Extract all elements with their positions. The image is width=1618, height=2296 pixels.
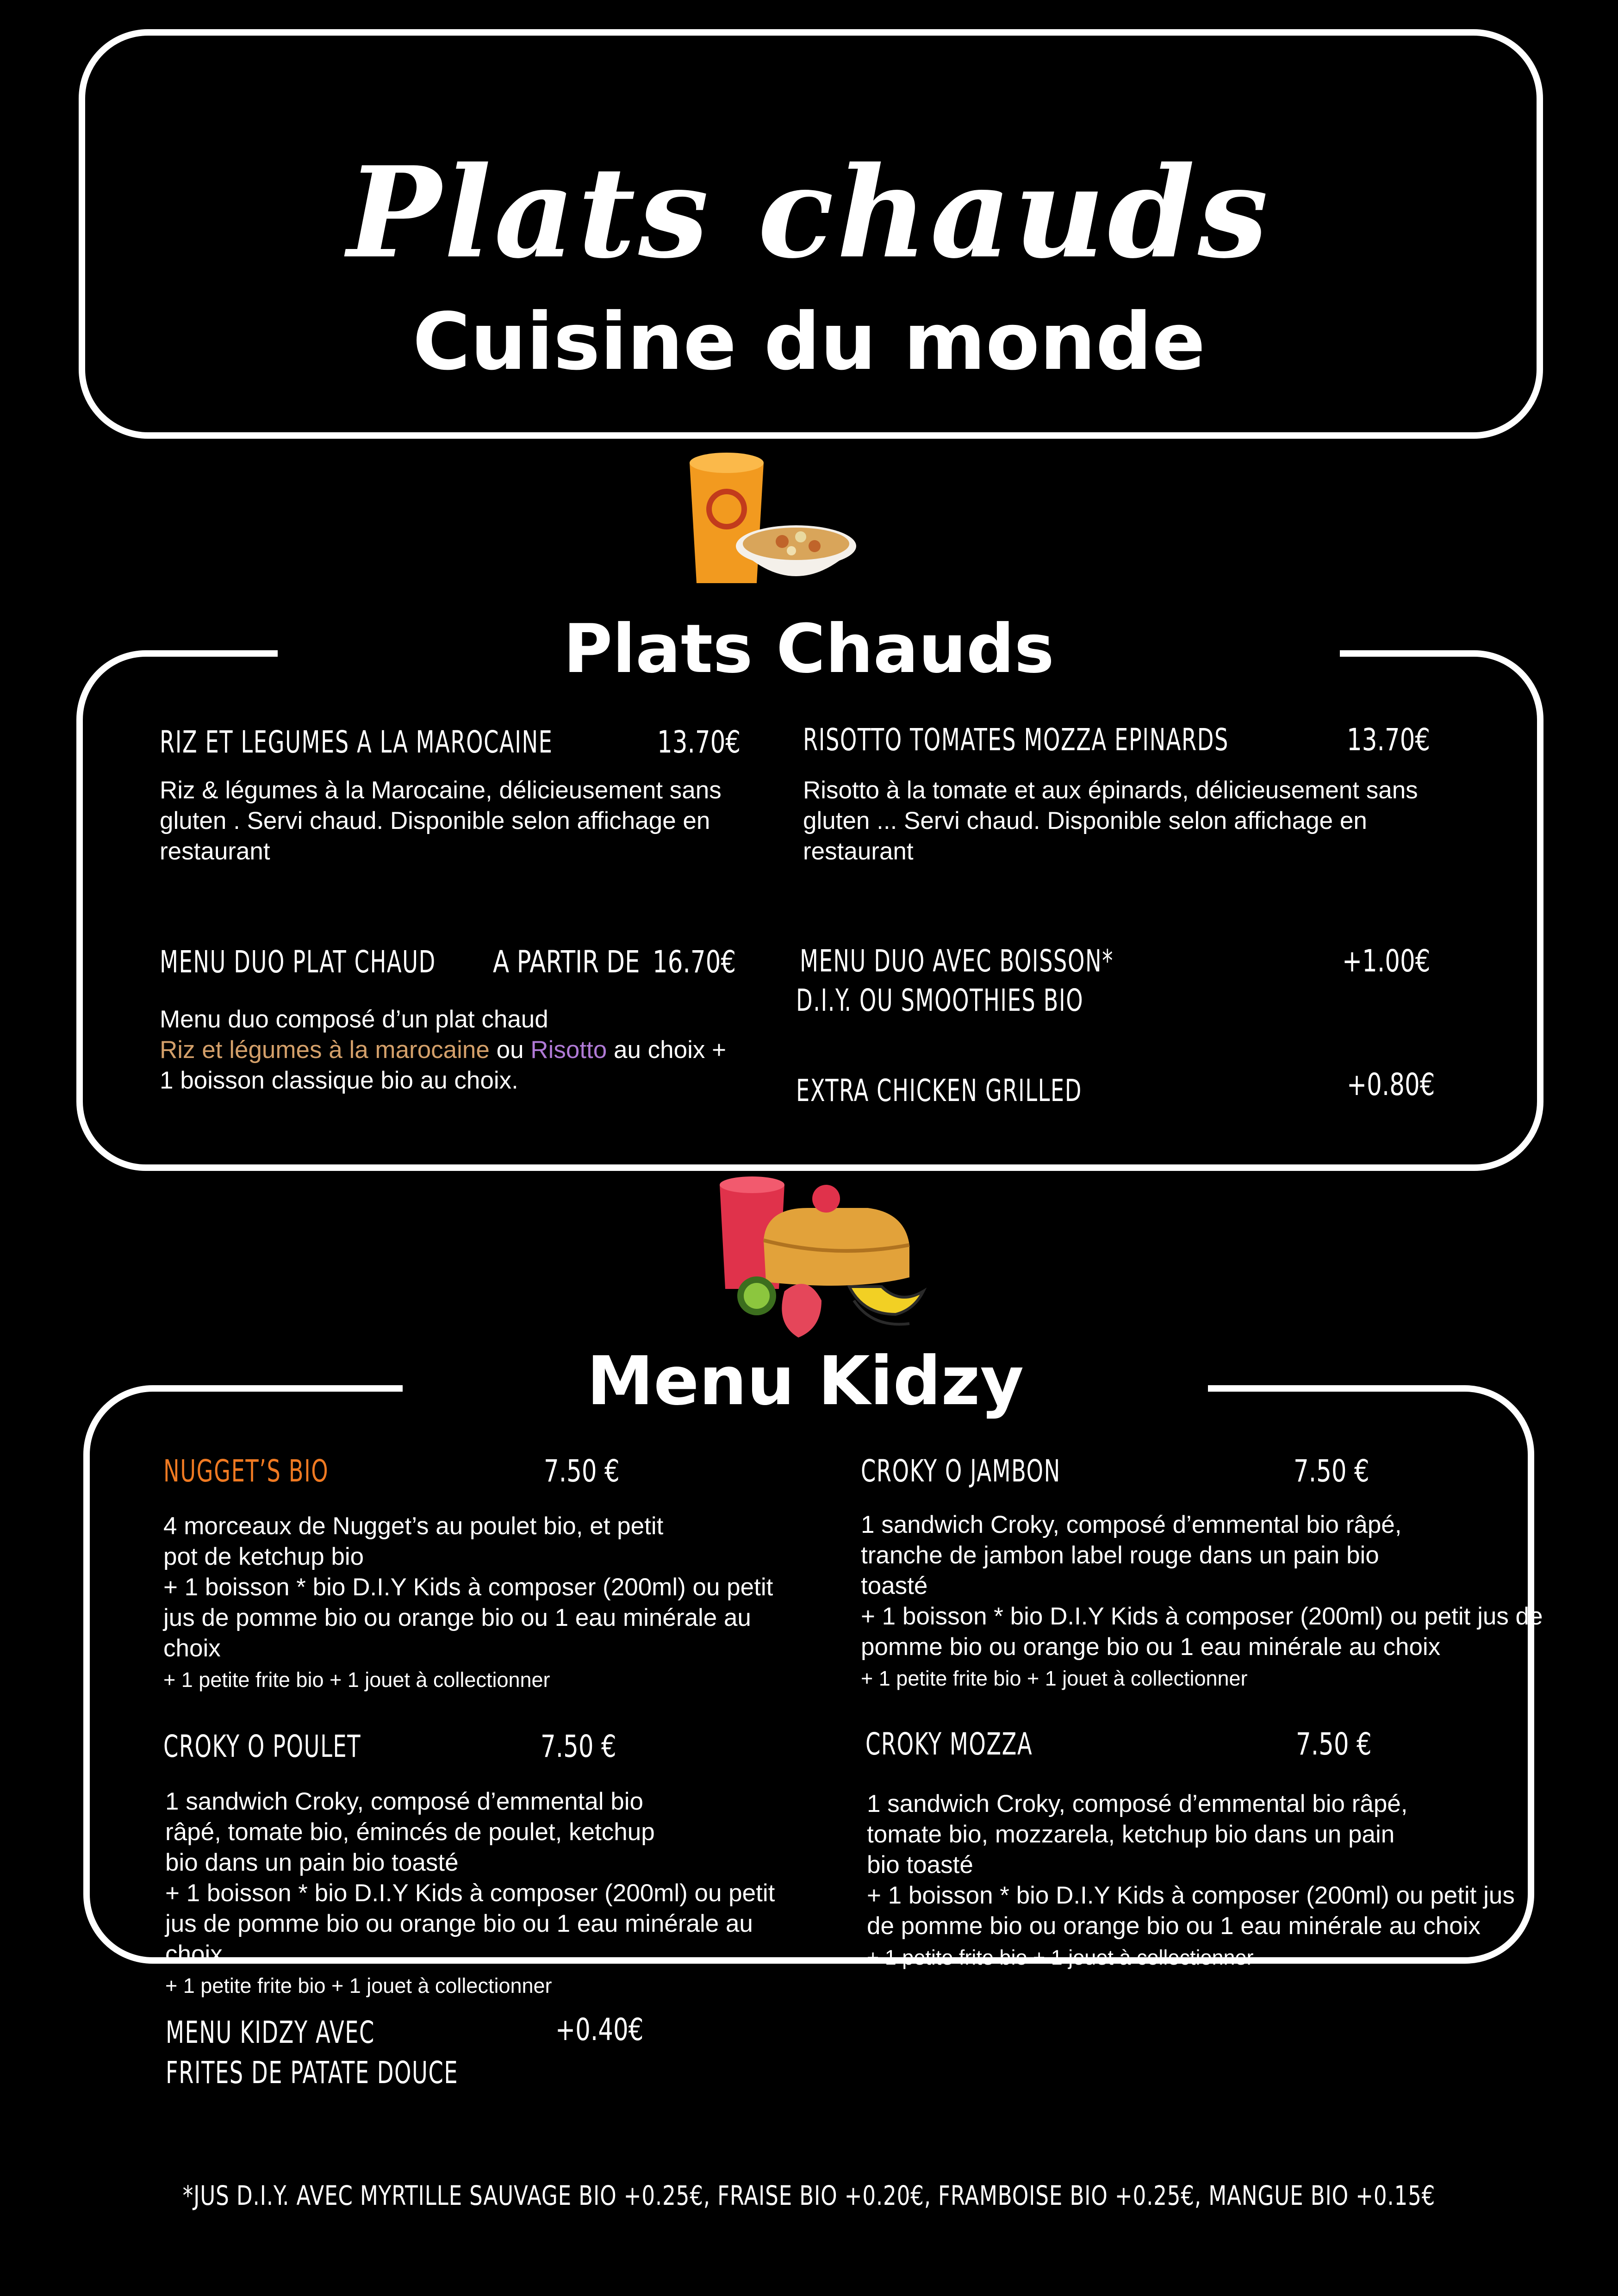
extra-name-diy-smoothies: D.I.Y. OU SMOOTHIES BIO	[796, 983, 1084, 1018]
croky-poulet-desc-line: jus de pomme bio ou orange bio ou 1 eau minérale au	[165, 1910, 753, 1937]
croky-poulet-desc-small: + 1 petite frite bio + 1 jouet à collectionner	[165, 1974, 552, 1997]
croky-jambon-desc-line: 1 sandwich Croky, composé d’emmental bio râpé,	[861, 1511, 1402, 1538]
nuggets-desc-line: jus de pomme bio ou orange bio ou 1 eau minérale au	[163, 1604, 751, 1631]
croky-poulet-desc-line: 1 sandwich Croky, composé d’emmental bio	[165, 1788, 643, 1815]
menu-duo-or: ou	[489, 1036, 531, 1064]
item-name-menu-duo: MENU DUO PLAT CHAUD	[160, 944, 436, 980]
menu-duo-option-riz: Riz et légumes à la marocaine	[160, 1036, 490, 1064]
item-price-riz-legumes: 13.70€	[657, 724, 741, 760]
croky-mozza-desc-line: 1 sandwich Croky, composé d’emmental bio râpé,	[867, 1790, 1408, 1817]
nuggets-desc-line: 4 morceaux de Nugget’s au poulet bio, et petit	[163, 1512, 664, 1540]
croky-jambon-desc-line: + 1 boisson * bio D.I.Y Kids à composer (200ml) ou petit jus de	[861, 1603, 1543, 1630]
croky-mozza-desc-line: tomate bio, mozzarela, ketchup bio dans un pain	[867, 1821, 1395, 1848]
kidzy-item-price-nuggets: 7.50 €	[544, 1453, 620, 1489]
croky-poulet-desc-line: bio dans un pain bio toasté	[165, 1849, 459, 1876]
menu-duo-desc-line-2: au choix +	[607, 1036, 727, 1064]
croky-poulet-desc-line: + 1 boisson * bio D.I.Y Kids à composer (200ml) ou petit	[165, 1879, 775, 1907]
smoothie-and-bowl-icon	[680, 449, 856, 602]
kidzy-item-desc-nuggets	[163, 1511, 811, 1695]
croky-jambon-desc-line: toasté	[861, 1572, 928, 1599]
croky-mozza-desc-line: de pomme bio ou orange bio ou 1 eau minérale au choix	[867, 1912, 1481, 1940]
nuggets-desc-small: + 1 petite frite bio + 1 jouet à collectionner	[163, 1668, 550, 1692]
kidzy-item-name-croky-jambon: CROKY O JAMBON	[861, 1453, 1061, 1489]
smoothie-and-sandwich-fruit-icon	[715, 1176, 956, 1351]
menu-duo-desc-line-1: Menu duo composé d’un plat chaud	[160, 1006, 548, 1033]
item-desc-riz-legumes: Riz & légumes à la Marocaine, délicieusement sans gluten . Servi chaud. Disponible selon affichage en restaurant	[160, 777, 722, 865]
item-name-risotto: RISOTTO TOMATES MOZZA EPINARDS	[803, 722, 1229, 758]
kidzy-extra-price: +0.40€	[555, 2012, 644, 2047]
kidzy-item-price-croky-mozza: 7.50 €	[1296, 1726, 1372, 1762]
extra-price-menu-duo-boisson: +1.00€	[1342, 943, 1431, 979]
croky-jambon-desc-small: + 1 petite frite bio + 1 jouet à collectionner	[861, 1667, 1248, 1690]
item-name-riz-legumes: RIZ ET LEGUMES A LA MAROCAINE	[160, 724, 553, 760]
extra-name-menu-duo-boisson: MENU DUO AVEC BOISSON*	[800, 943, 1114, 979]
section-title-plats-chauds: Plats Chauds	[563, 610, 1054, 688]
croky-poulet-desc-line: râpé, tomate bio, émincés de poulet, ketchup	[165, 1818, 655, 1846]
item-price-menu-duo: 16.70€	[653, 944, 736, 980]
kidzy-item-desc-croky-jambon	[861, 1510, 1611, 1694]
item-desc-menu-duo	[160, 1004, 771, 1096]
nuggets-desc-line: + 1 boisson * bio D.I.Y Kids à composer (200ml) ou petit	[163, 1574, 773, 1601]
kidzy-item-desc-croky-poulet	[165, 1786, 813, 2001]
nuggets-desc-line: pot de ketchup bio	[163, 1543, 364, 1570]
kidzy-item-price-croky-jambon: 7.50 €	[1294, 1453, 1369, 1489]
item-price-risotto: 13.70€	[1347, 722, 1431, 758]
kidzy-extra-name-line-2: FRITES DE PATATE DOUCE	[166, 2055, 459, 2091]
extra-price-chicken-grilled: +0.80€	[1347, 1067, 1435, 1102]
kidzy-item-name-nuggets: NUGGET’S BIO	[163, 1453, 329, 1489]
croky-poulet-desc-line: choix	[165, 1941, 223, 1968]
croky-jambon-desc-line: tranche de jambon label rouge dans un pain bio	[861, 1542, 1379, 1569]
kidzy-item-desc-croky-mozza	[867, 1789, 1552, 1973]
item-desc-risotto: Risotto à la tomate et aux épinards, délicieusement sans gluten ... Servi chaud. Disponible selon affichage en restaurant	[803, 777, 1418, 865]
page-subtitle: Cuisine du monde	[412, 296, 1206, 388]
section-title-menu-kidzy: Menu Kidzy	[586, 1342, 1024, 1420]
page-title: Plats chauds	[347, 139, 1271, 286]
menu-duo-desc-line-3: 1 boisson classique bio au choix.	[160, 1067, 518, 1094]
kidzy-item-price-croky-poulet: 7.50 €	[541, 1729, 616, 1764]
kidzy-item-name-croky-poulet: CROKY O POULET	[163, 1729, 361, 1764]
menu-duo-option-risotto: Risotto	[530, 1036, 607, 1064]
croky-mozza-desc-small: + 1 petite frite bio + 1 jouet à collectionner	[867, 1946, 1254, 1969]
croky-jambon-desc-line: pomme bio ou orange bio ou 1 eau minérale au choix	[861, 1633, 1441, 1661]
croky-mozza-desc-line: + 1 boisson * bio D.I.Y Kids à composer (200ml) ou petit jus	[867, 1882, 1515, 1909]
kidzy-item-name-croky-mozza: CROKY MOZZA	[865, 1726, 1033, 1762]
kidzy-extra-name-line-1: MENU KIDZY AVEC	[166, 2015, 375, 2050]
item-price-prefix-menu-duo: A PARTIR DE	[493, 944, 640, 980]
nuggets-desc-line: choix	[163, 1635, 221, 1662]
croky-mozza-desc-line: bio toasté	[867, 1851, 973, 1879]
footnote-diy-juice-surcharges: *JUS D.I.Y. AVEC MYRTILLE SAUVAGE BIO +0.25€, FRAISE BIO +0.20€, FRAMBOISE BIO +0.25€, MANGUE BIO +0.15€	[182, 2180, 1436, 2211]
extra-name-chicken-grilled: EXTRA CHICKEN GRILLED	[796, 1073, 1082, 1108]
